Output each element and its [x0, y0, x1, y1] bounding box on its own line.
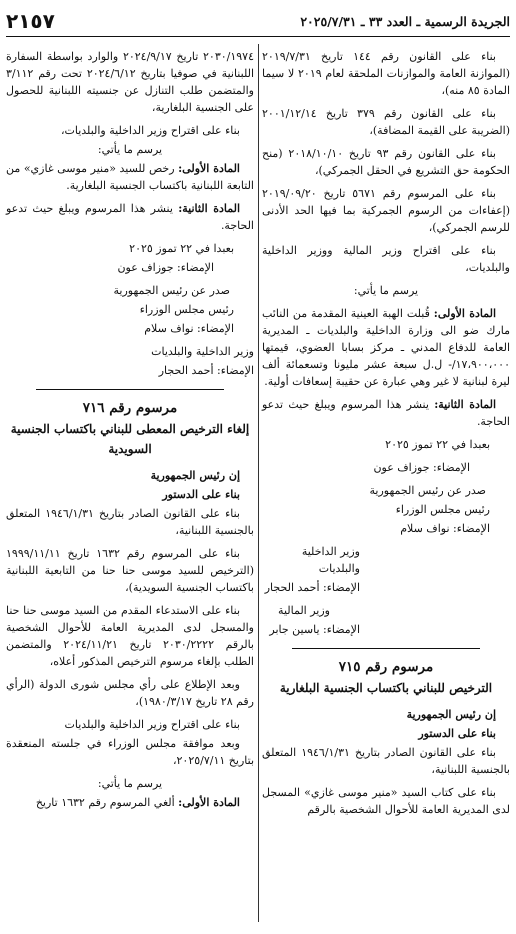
pm-title: رئيس مجلس الوزراء [139, 303, 234, 316]
article-text: قُبلت الهبة العينية المقدمة من النائب مارك ضو الى وزارة الداخلية والبلديات ـ المديرية العامة للدفاع المدني ـ مركز بسابا العضوي، قيمتها ١٧،٩٠٠،٠٠٠/- ل.ل سبعة عشر مليونا وتسعمائة ألف ليرة لبنانية لا غير وهي عبارة عن حقيبة إسعافات أولية. [262, 307, 510, 388]
paragraph: بناء على القانون الصادر بتاريخ ١٩٤٦/١/٣١ المتعلق بالجنسية اللبنانية، [6, 507, 254, 537]
paragraph: بناء على القانون رقم ١٤٤ تاريخ ٢٠١٩/٧/٣١ (الموازنة العامة والموازنات الملحقة لعام ٢٠١٩ لا سيما المادة ٨٥ منه)، [262, 50, 510, 97]
paragraph: وبعد موافقة مجلس الوزراء في جلسته المنعقدة بتاريخ ٢٠٢٥/٧/١١، [6, 737, 254, 767]
issued-by: صدر عن رئيس الجمهورية [113, 284, 230, 297]
paragraph: وبعد الإطلاع على رأي مجلس شورى الدولة (الرأي رقم ٢٨ تاريخ ١٩٨٠/٣/١٧)، [6, 678, 254, 708]
gazette-issue-title: الجريدة الرسمية ـ العدد ٣٣ ـ ٢٠٢٥/٧/٣١ [300, 13, 510, 29]
paragraph: بناء على القانون رقم ٩٣ تاريخ ٢٠١٨/١٠/١٠ (منح الحكومة حق التشريع في الحقل الجمركي)، [262, 147, 510, 177]
paragraph: بناء على الاستدعاء المقدم من السيد موسى حنا حنا والمسجل لدى المديرية العامة للأحوال الشخصية بالرقم ٢٠٣٠/٢٢٢٢ تاريخ ٢٠٢٤/١١/٢١ والمتضمن الطلب بإلغاء مرسوم الترخيص المذكور أعلاه، [6, 604, 254, 668]
article-label: المادة الثانية: [178, 202, 240, 215]
president-line: إن رئيس الجمهورية [150, 469, 240, 482]
paragraph: بناء على كتاب السيد «منير موسى غازي» المسجل لدى المديرية العامة للأحوال الشخصية بالرقم [262, 786, 510, 816]
interior-minister-title: وزير الداخلية والبلديات [301, 545, 360, 575]
paragraph: بناء على اقتراح وزير المالية ووزير الداخلية والبلديات، [262, 244, 510, 274]
decree-title: مرسوم رقم ٧١٥ [338, 659, 434, 675]
president-line: إن رئيس الجمهورية [406, 708, 496, 721]
pm-title: رئيس مجلس الوزراء [395, 503, 490, 516]
article-label: المادة الثانية: [434, 398, 496, 411]
decree-date: بعبدا في ٢٢ تموز ٢٠٢٥ [385, 438, 490, 451]
pm-signature: الإمضاء: نواف سلام [144, 322, 234, 335]
decree-subtitle: إلغاء الترخيص المعطى للبناني باكتساب الجنسية السويدية [10, 422, 250, 456]
decree-subtitle: الترخيص للبناني باكتساب الجنسية البلغارية [279, 681, 493, 695]
page-header [6, 6, 510, 37]
paragraph: بناء على القانون رقم ٣٧٩ تاريخ ٢٠٠١/١٢/١٤ (الضريبة على القيمة المضافة)، [262, 107, 510, 137]
article-label: المادة الأولى: [178, 162, 240, 175]
section-separator [292, 648, 480, 649]
article-2 [6, 200, 254, 234]
column-divider [258, 44, 259, 922]
finance-minister-signature: الإمضاء: ياسين جابر [269, 623, 360, 636]
article-1 [262, 305, 510, 390]
paragraph: بناء على اقتراح وزير الداخلية والبلديات [64, 718, 240, 731]
paragraph: ٢٠٣٠/١٩٧٤ تاريخ ٢٠٢٤/٩/١٧ والوارد بواسطة السفارة اللبنانية في صوفيا بتاريخ ٢٠٢٤/٦/١٢ تحت رقم ٣/١١٢ والمتضمن طلب التنازل عن جنسيته اللبنانية للحصول على الجنسية البلغارية، [6, 50, 254, 114]
page-number: ٢١٥٧ [6, 9, 55, 33]
right-column [262, 48, 510, 824]
pm-signature: الإمضاء: نواف سلام [400, 522, 490, 535]
decree-date: بعبدا في ٢٢ تموز ٢٠٢٥ [129, 242, 234, 255]
left-column [6, 48, 254, 817]
article-text: ينشر هذا المرسوم ويبلغ حيث تدعو الحاجة. [262, 398, 510, 428]
interior-minister-signature: الإمضاء: أحمد الحجار [158, 364, 254, 377]
president-signature: الإمضاء: جوزاف عون [373, 461, 470, 474]
paragraph: بناء على المرسوم رقم ١٦٣٢ تاريخ ١٩٩٩/١١/١١ (الترخيص للسيد موسى حنا حنا من التابعية اللبنانية باكتساب الجنسية السويدية)، [6, 547, 254, 594]
paragraph: بناء على المرسوم رقم ٥٦٧١ تاريخ ٢٠١٩/٠٩/٢٠ (إعفاءات من الرسوم الجمركية بما فيها الحد الأدنى للرسم الجمركي)، [262, 187, 510, 234]
decree-phrase: يرسم ما يأتي: [97, 143, 163, 156]
interior-minister-signature: الإمضاء: أحمد الحجار [264, 581, 360, 594]
finance-minister-title: وزير المالية [278, 604, 330, 617]
article-label: المادة الأولى: [178, 796, 240, 809]
article-2 [262, 396, 510, 430]
interior-minister-title: وزير الداخلية والبلديات [151, 345, 254, 358]
paragraph: بناء على القانون الصادر بتاريخ ١٩٤٦/١/٣١ المتعلق بالجنسية اللبنانية، [262, 746, 510, 776]
constitution-line: بناء على الدستور [162, 488, 240, 501]
decree-phrase: يرسم ما يأتي: [353, 284, 419, 297]
section-separator [36, 389, 224, 390]
decree-phrase: يرسم ما يأتي: [97, 777, 163, 790]
article-1 [6, 794, 254, 811]
article-label: المادة الأولى: [433, 307, 496, 320]
paragraph: بناء على اقتراح وزير الداخلية والبلديات، [60, 124, 240, 137]
decree-title: مرسوم رقم ٧١٦ [82, 400, 178, 416]
article-text: رخص للسيد «منير موسى غازي» من التابعة اللبنانية باكتساب الجنسية البلغارية. [6, 162, 254, 192]
article-text: ألغي المرسوم رقم ١٦٣٢ تاريخ [35, 796, 175, 809]
article-text: ينشر هذا المرسوم ويبلغ حيث تدعو الحاجة. [6, 202, 254, 232]
constitution-line: بناء على الدستور [418, 727, 496, 740]
president-signature: الإمضاء: جوزاف عون [117, 261, 214, 274]
issued-by: صدر عن رئيس الجمهورية [369, 484, 486, 497]
article-1 [6, 160, 254, 194]
